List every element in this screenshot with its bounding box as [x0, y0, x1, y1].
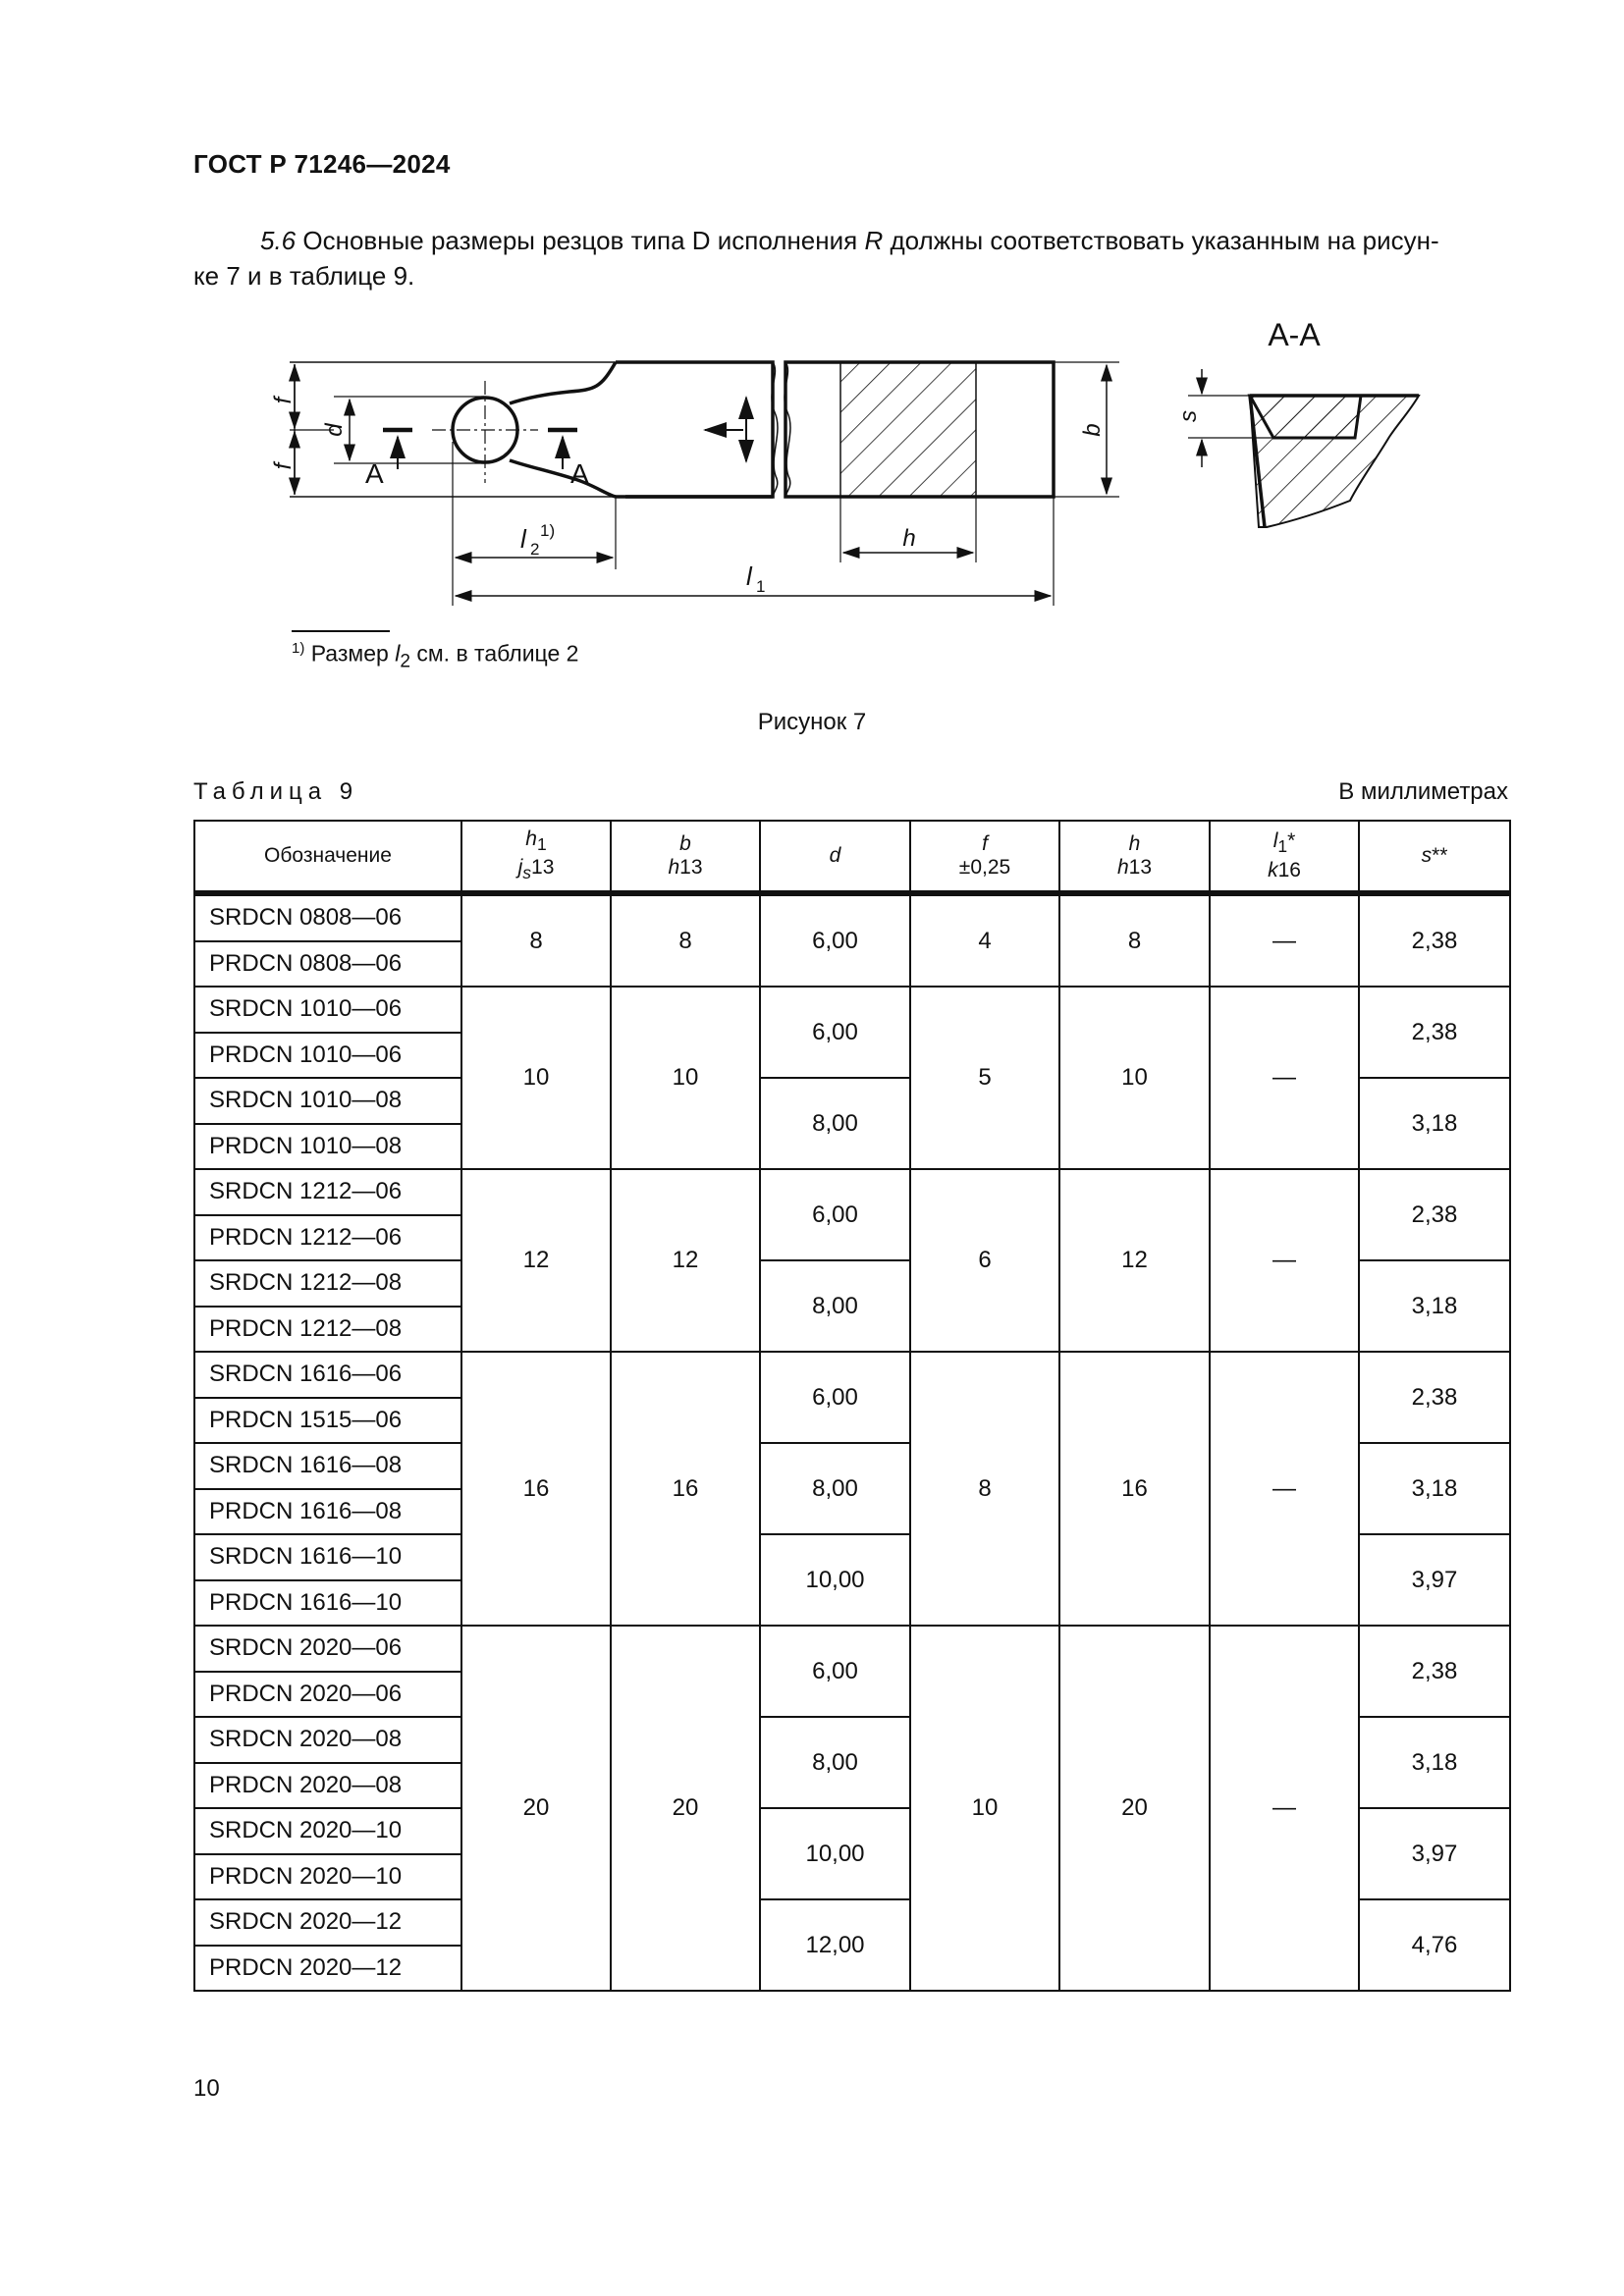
s-cell: 2,38: [1359, 1169, 1510, 1260]
d-cell: 6,00: [760, 1352, 910, 1443]
h1-cell: 16: [461, 1352, 611, 1626]
table-9: [193, 820, 1511, 1992]
f-cell: 5: [910, 987, 1059, 1169]
label-d: d: [321, 423, 348, 437]
table-units: В миллиметрах: [1338, 778, 1508, 805]
designation-cell: SRDCN 1616—08: [194, 1443, 461, 1489]
header-h: h h13: [1059, 821, 1210, 892]
paragraph-text-2: должны соответствовать указанным на рисун-: [883, 226, 1439, 255]
table-header-row: [194, 821, 1510, 892]
table-row: [194, 895, 1510, 941]
s-cell: 2,38: [1359, 1352, 1510, 1443]
b-cell: 8: [611, 895, 760, 987]
s-cell: 2,38: [1359, 895, 1510, 987]
table-row: [194, 1626, 1510, 1672]
svg-text:1): 1): [540, 521, 556, 540]
header-designation: Обозначение: [194, 821, 461, 892]
d-cell: 8,00: [760, 1078, 910, 1169]
shank-hatch: [840, 362, 976, 497]
h1-cell: 10: [461, 987, 611, 1169]
designation-cell: PRDCN 1616—10: [194, 1580, 461, 1627]
d-cell: 6,00: [760, 1626, 910, 1717]
d-cell: 6,00: [760, 1169, 910, 1260]
label-l2: l: [520, 524, 526, 554]
figure-caption: Рисунок 7: [757, 709, 867, 735]
h-cell: 12: [1059, 1169, 1210, 1352]
d-cell: 8,00: [760, 1717, 910, 1808]
d-cell: 6,00: [760, 895, 910, 987]
label-a-left: A: [365, 458, 384, 489]
label-s: s: [1175, 410, 1202, 422]
header-f: f ±0,25: [910, 821, 1059, 892]
label-a-right: A: [570, 458, 589, 489]
designation-cell: PRDCN 1010—06: [194, 1033, 461, 1079]
s-cell: 3,18: [1359, 1078, 1510, 1169]
designation-cell: SRDCN 2020—08: [194, 1717, 461, 1763]
s-cell: 2,38: [1359, 1626, 1510, 1717]
designation-cell: SRDCN 1616—10: [194, 1534, 461, 1580]
designation-cell: SRDCN 1212—08: [194, 1260, 461, 1307]
b-cell: 20: [611, 1626, 760, 1991]
designation-cell: PRDCN 2020—08: [194, 1763, 461, 1809]
h-cell: 8: [1059, 895, 1210, 987]
d-cell: 8,00: [760, 1260, 910, 1352]
l1-cell: —: [1210, 1169, 1359, 1352]
f-cell: 10: [910, 1626, 1059, 1991]
l1-cell: —: [1210, 987, 1359, 1169]
header-h1: $h_1$ $j_s13$: [461, 821, 611, 892]
table-row: [194, 987, 1510, 1033]
f-cell: 4: [910, 895, 1059, 987]
h-cell: 16: [1059, 1352, 1210, 1626]
designation-cell: PRDCN 2020—10: [194, 1854, 461, 1900]
svg-text:1: 1: [756, 577, 766, 596]
designation-cell: PRDCN 1010—08: [194, 1124, 461, 1170]
header-b: b h13: [611, 821, 760, 892]
b-cell: 12: [611, 1169, 760, 1352]
table-body: [194, 892, 1510, 1991]
d-cell: 10,00: [760, 1534, 910, 1626]
holder-jaw-top: [510, 362, 616, 403]
d-cell: 10,00: [760, 1808, 910, 1899]
f-cell: 6: [910, 1169, 1059, 1352]
s-cell: 4,76: [1359, 1899, 1510, 1991]
figure-7-drawing: [0, 0, 1624, 628]
footnote-rule: [292, 630, 390, 632]
h-cell: 20: [1059, 1626, 1210, 1991]
label-l1: l: [746, 561, 752, 591]
table-title: Таблица 9: [193, 778, 359, 805]
section-title: A-A: [1268, 317, 1321, 352]
page-number: 10: [193, 2075, 220, 2102]
l1-cell: —: [1210, 1626, 1359, 1991]
label-f-bottom: f: [270, 462, 297, 470]
s-cell: 3,18: [1359, 1260, 1510, 1352]
header-d: d: [760, 821, 910, 892]
header-s: s**: [1359, 821, 1510, 892]
designation-cell: SRDCN 1212—06: [194, 1169, 461, 1215]
s-cell: 3,97: [1359, 1808, 1510, 1899]
h1-cell: 12: [461, 1169, 611, 1352]
d-cell: 12,00: [760, 1899, 910, 1991]
designation-cell: SRDCN 2020—10: [194, 1808, 461, 1854]
h1-cell: 8: [461, 895, 611, 987]
label-h: h: [902, 525, 916, 552]
h-cell: 10: [1059, 987, 1210, 1169]
document-header: ГОСТ Р 71246—2024: [193, 149, 451, 179]
d-cell: 8,00: [760, 1443, 910, 1534]
figure-footnote: $^{1)}$ Размер $l_2$ см. в таблице 2: [292, 640, 579, 672]
s-cell: 3,97: [1359, 1534, 1510, 1626]
paragraph-number: 5.6: [260, 226, 297, 255]
f-cell: 8: [910, 1352, 1059, 1626]
designation-cell: SRDCN 2020—06: [194, 1626, 461, 1672]
designation-cell: SRDCN 1616—06: [194, 1352, 461, 1398]
label-b: b: [1079, 423, 1106, 437]
designation-cell: PRDCN 2020—06: [194, 1672, 461, 1718]
designation-cell: PRDCN 1212—06: [194, 1215, 461, 1261]
designation-cell: SRDCN 0808—06: [194, 895, 461, 941]
svg-text:2: 2: [530, 540, 540, 559]
b-cell: 16: [611, 1352, 760, 1626]
designation-cell: PRDCN 0808—06: [194, 941, 461, 988]
s-cell: 3,18: [1359, 1443, 1510, 1534]
s-cell: 2,38: [1359, 987, 1510, 1078]
b-cell: 10: [611, 987, 760, 1169]
designation-cell: PRDCN 1616—08: [194, 1489, 461, 1535]
l1-cell: —: [1210, 895, 1359, 987]
l1-cell: —: [1210, 1352, 1359, 1626]
paragraph-line-2: ке 7 и в таблице 9.: [193, 261, 415, 291]
designation-cell: PRDCN 1212—08: [194, 1307, 461, 1353]
h1-cell: 20: [461, 1626, 611, 1991]
header-l1: $l_1*$ k16: [1210, 821, 1359, 892]
designation-cell: SRDCN 1010—08: [194, 1078, 461, 1124]
table-row: [194, 1352, 1510, 1398]
section-holder: [1250, 396, 1419, 527]
label-f-top: f: [270, 397, 297, 404]
table-row: [194, 1169, 1510, 1215]
designation-cell: PRDCN 2020—12: [194, 1946, 461, 1992]
paragraph-italic-r: R: [864, 226, 884, 255]
paragraph-text-1: Основные размеры резцов типа D исполнения: [296, 226, 865, 255]
designation-cell: PRDCN 1515—06: [194, 1398, 461, 1444]
s-cell: 3,18: [1359, 1717, 1510, 1808]
designation-cell: SRDCN 1010—06: [194, 987, 461, 1033]
d-cell: 6,00: [760, 987, 910, 1078]
designation-cell: SRDCN 2020—12: [194, 1899, 461, 1946]
